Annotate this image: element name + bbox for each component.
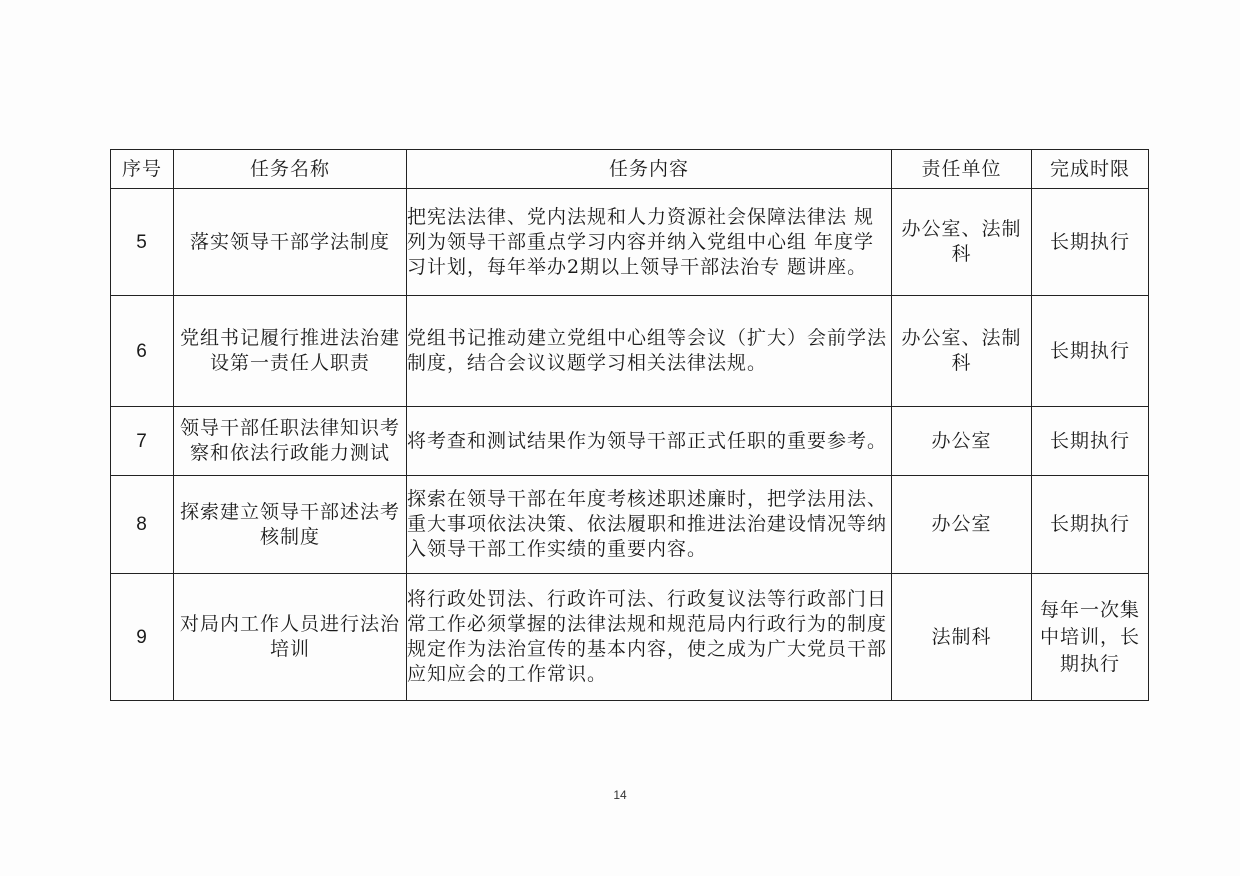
row-seq: 6 (111, 296, 174, 407)
row-responsible-unit: 办公室、法制科 (892, 189, 1032, 296)
row-responsible-unit: 法制科 (892, 574, 1032, 701)
row-seq: 9 (111, 574, 174, 701)
row-task-content: 将行政处罚法、行政许可法、行政复议法等行政部门日常工作必须掌握的法律法规和规范局内行政行为的制度规定作为法治宣传的基本内容，使之成为广大党员干部应知应会的工作常识。 (407, 574, 892, 701)
header-deadline: 完成时限 (1032, 150, 1149, 189)
row-task-name: 领导干部任职法律知识考察和依法行政能力测试 (174, 407, 407, 476)
row-seq: 8 (111, 476, 174, 574)
row-deadline: 长期执行 (1032, 476, 1149, 574)
row-responsible-unit: 办公室 (892, 407, 1032, 476)
row-task-content: 把宪法法律、党内法规和人力资源社会保障法律法 规列为领导干部重点学习内容并纳入党组中心组 年度学习计划，每年举办2期以上领导干部法治专 题讲座。 (407, 189, 892, 296)
row-task-content: 党组书记推动建立党组中心组等会议（扩大）会前学法制度，结合会议议题学习相关法律法规。 (407, 296, 892, 407)
row-task-content: 探索在领导干部在年度考核述职述廉时，把学法用法、重大事项依法决策、依法履职和推进法治建设情况等纳入领导干部工作实绩的重要内容。 (407, 476, 892, 574)
row-seq: 7 (111, 407, 174, 476)
row-seq: 5 (111, 189, 174, 296)
table-row (111, 189, 1149, 296)
task-table (110, 149, 1149, 701)
row-deadline: 每年一次集中培训，长期执行 (1032, 574, 1149, 701)
header-responsible-unit: 责任单位 (892, 150, 1032, 189)
row-responsible-unit: 办公室 (892, 476, 1032, 574)
row-task-name: 落实领导干部学法制度 (174, 189, 407, 296)
header-seq: 序号 (111, 150, 174, 189)
row-task-name: 探索建立领导干部述法考核制度 (174, 476, 407, 574)
row-task-name: 党组书记履行推进法治建设第一责任人职责 (174, 296, 407, 407)
row-task-name: 对局内工作人员进行法治培训 (174, 574, 407, 701)
table-row (111, 574, 1149, 701)
row-deadline: 长期执行 (1032, 189, 1149, 296)
table-row (111, 407, 1149, 476)
table-row (111, 296, 1149, 407)
header-task-name: 任务名称 (174, 150, 407, 189)
row-responsible-unit: 办公室、法制科 (892, 296, 1032, 407)
table-header-row (111, 150, 1149, 189)
header-task-content: 任务内容 (407, 150, 892, 189)
page-number: 14 (613, 788, 627, 802)
row-task-content: 将考查和测试结果作为领导干部正式任职的重要参考。 (407, 407, 892, 476)
table-row (111, 476, 1149, 574)
row-deadline: 长期执行 (1032, 407, 1149, 476)
row-deadline: 长期执行 (1032, 296, 1149, 407)
